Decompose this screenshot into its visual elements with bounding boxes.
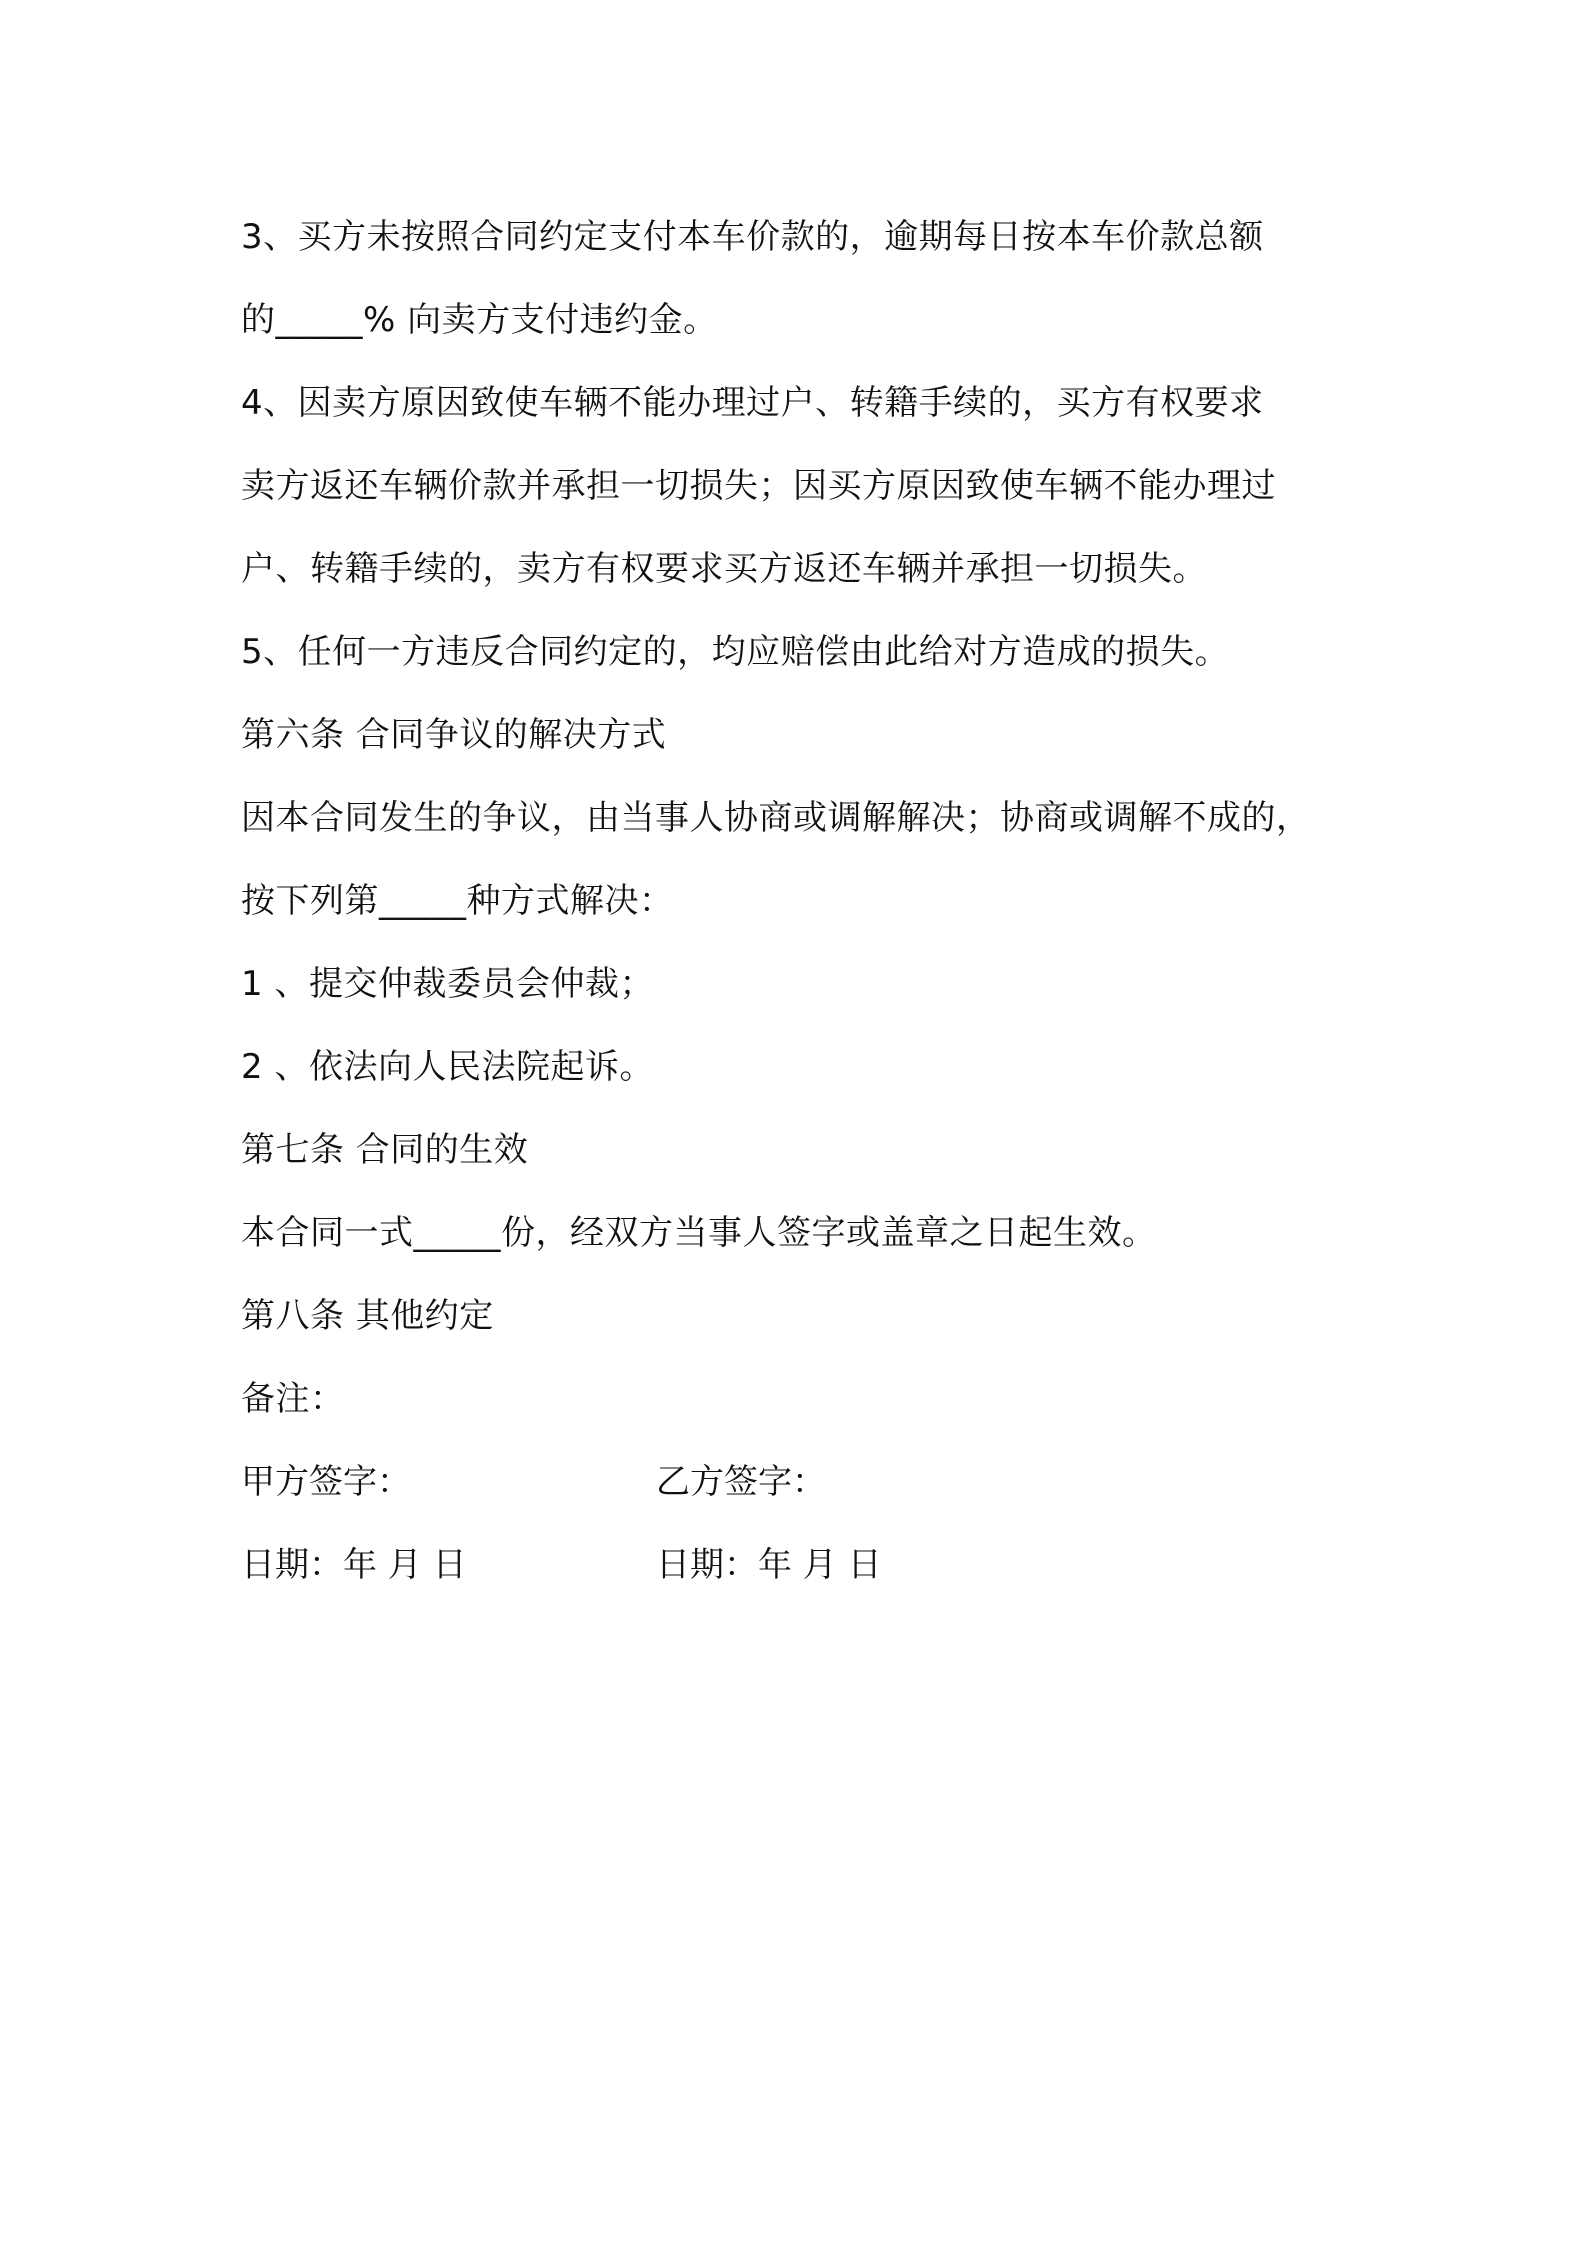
party-a-signature-label: 甲方签字： [241, 1462, 411, 1502]
clause-4-line-1: 4、因卖方原因致使车辆不能办理过户、转籍手续的，买方有权要求 [241, 383, 1264, 423]
article-8-heading: 第八条 其他约定 [241, 1296, 494, 1336]
article-6-option-2: 2 、依法向人民法院起诉。 [241, 1047, 654, 1087]
article-7-text: 本合同一式_____份，经双方当事人签字或盖章之日起生效。 [241, 1213, 1157, 1253]
article-6-text-line-2: 按下列第_____种方式解决： [241, 881, 674, 921]
clause-4-line-2: 卖方返还车辆价款并承担一切损失；因买方原因致使车辆不能办理过 [241, 466, 1276, 506]
article-6-heading: 第六条 合同争议的解决方式 [241, 715, 667, 755]
article-6-option-1: 1 、提交仲裁委员会仲裁； [241, 964, 654, 1004]
party-b-date: 日期：年 月 日 [656, 1545, 882, 1585]
clause-5: 5、任何一方违反合同约定的，均应赔偿由此给对方造成的损失。 [241, 632, 1230, 672]
date-row [241, 1524, 1361, 1607]
clause-3-line-2: 的_____% 向卖方支付违约金。 [241, 300, 718, 340]
remark-label: 备注： [241, 1379, 345, 1419]
article-6-text-line-1: 因本合同发生的争议，由当事人协商或调解解决；协商或调解不成的， [241, 798, 1311, 838]
article-7-heading: 第七条 合同的生效 [241, 1130, 529, 1170]
party-a-date: 日期：年 月 日 [241, 1545, 467, 1585]
party-b-signature-label: 乙方签字： [656, 1462, 826, 1502]
signature-row [241, 1441, 1361, 1524]
document-body [241, 196, 1361, 1607]
clause-4-line-3: 户、转籍手续的，卖方有权要求买方返还车辆并承担一切损失。 [241, 549, 1207, 589]
clause-3-line-1: 3、买方未按照合同约定支付本车价款的，逾期每日按本车价款总额 [241, 217, 1264, 257]
